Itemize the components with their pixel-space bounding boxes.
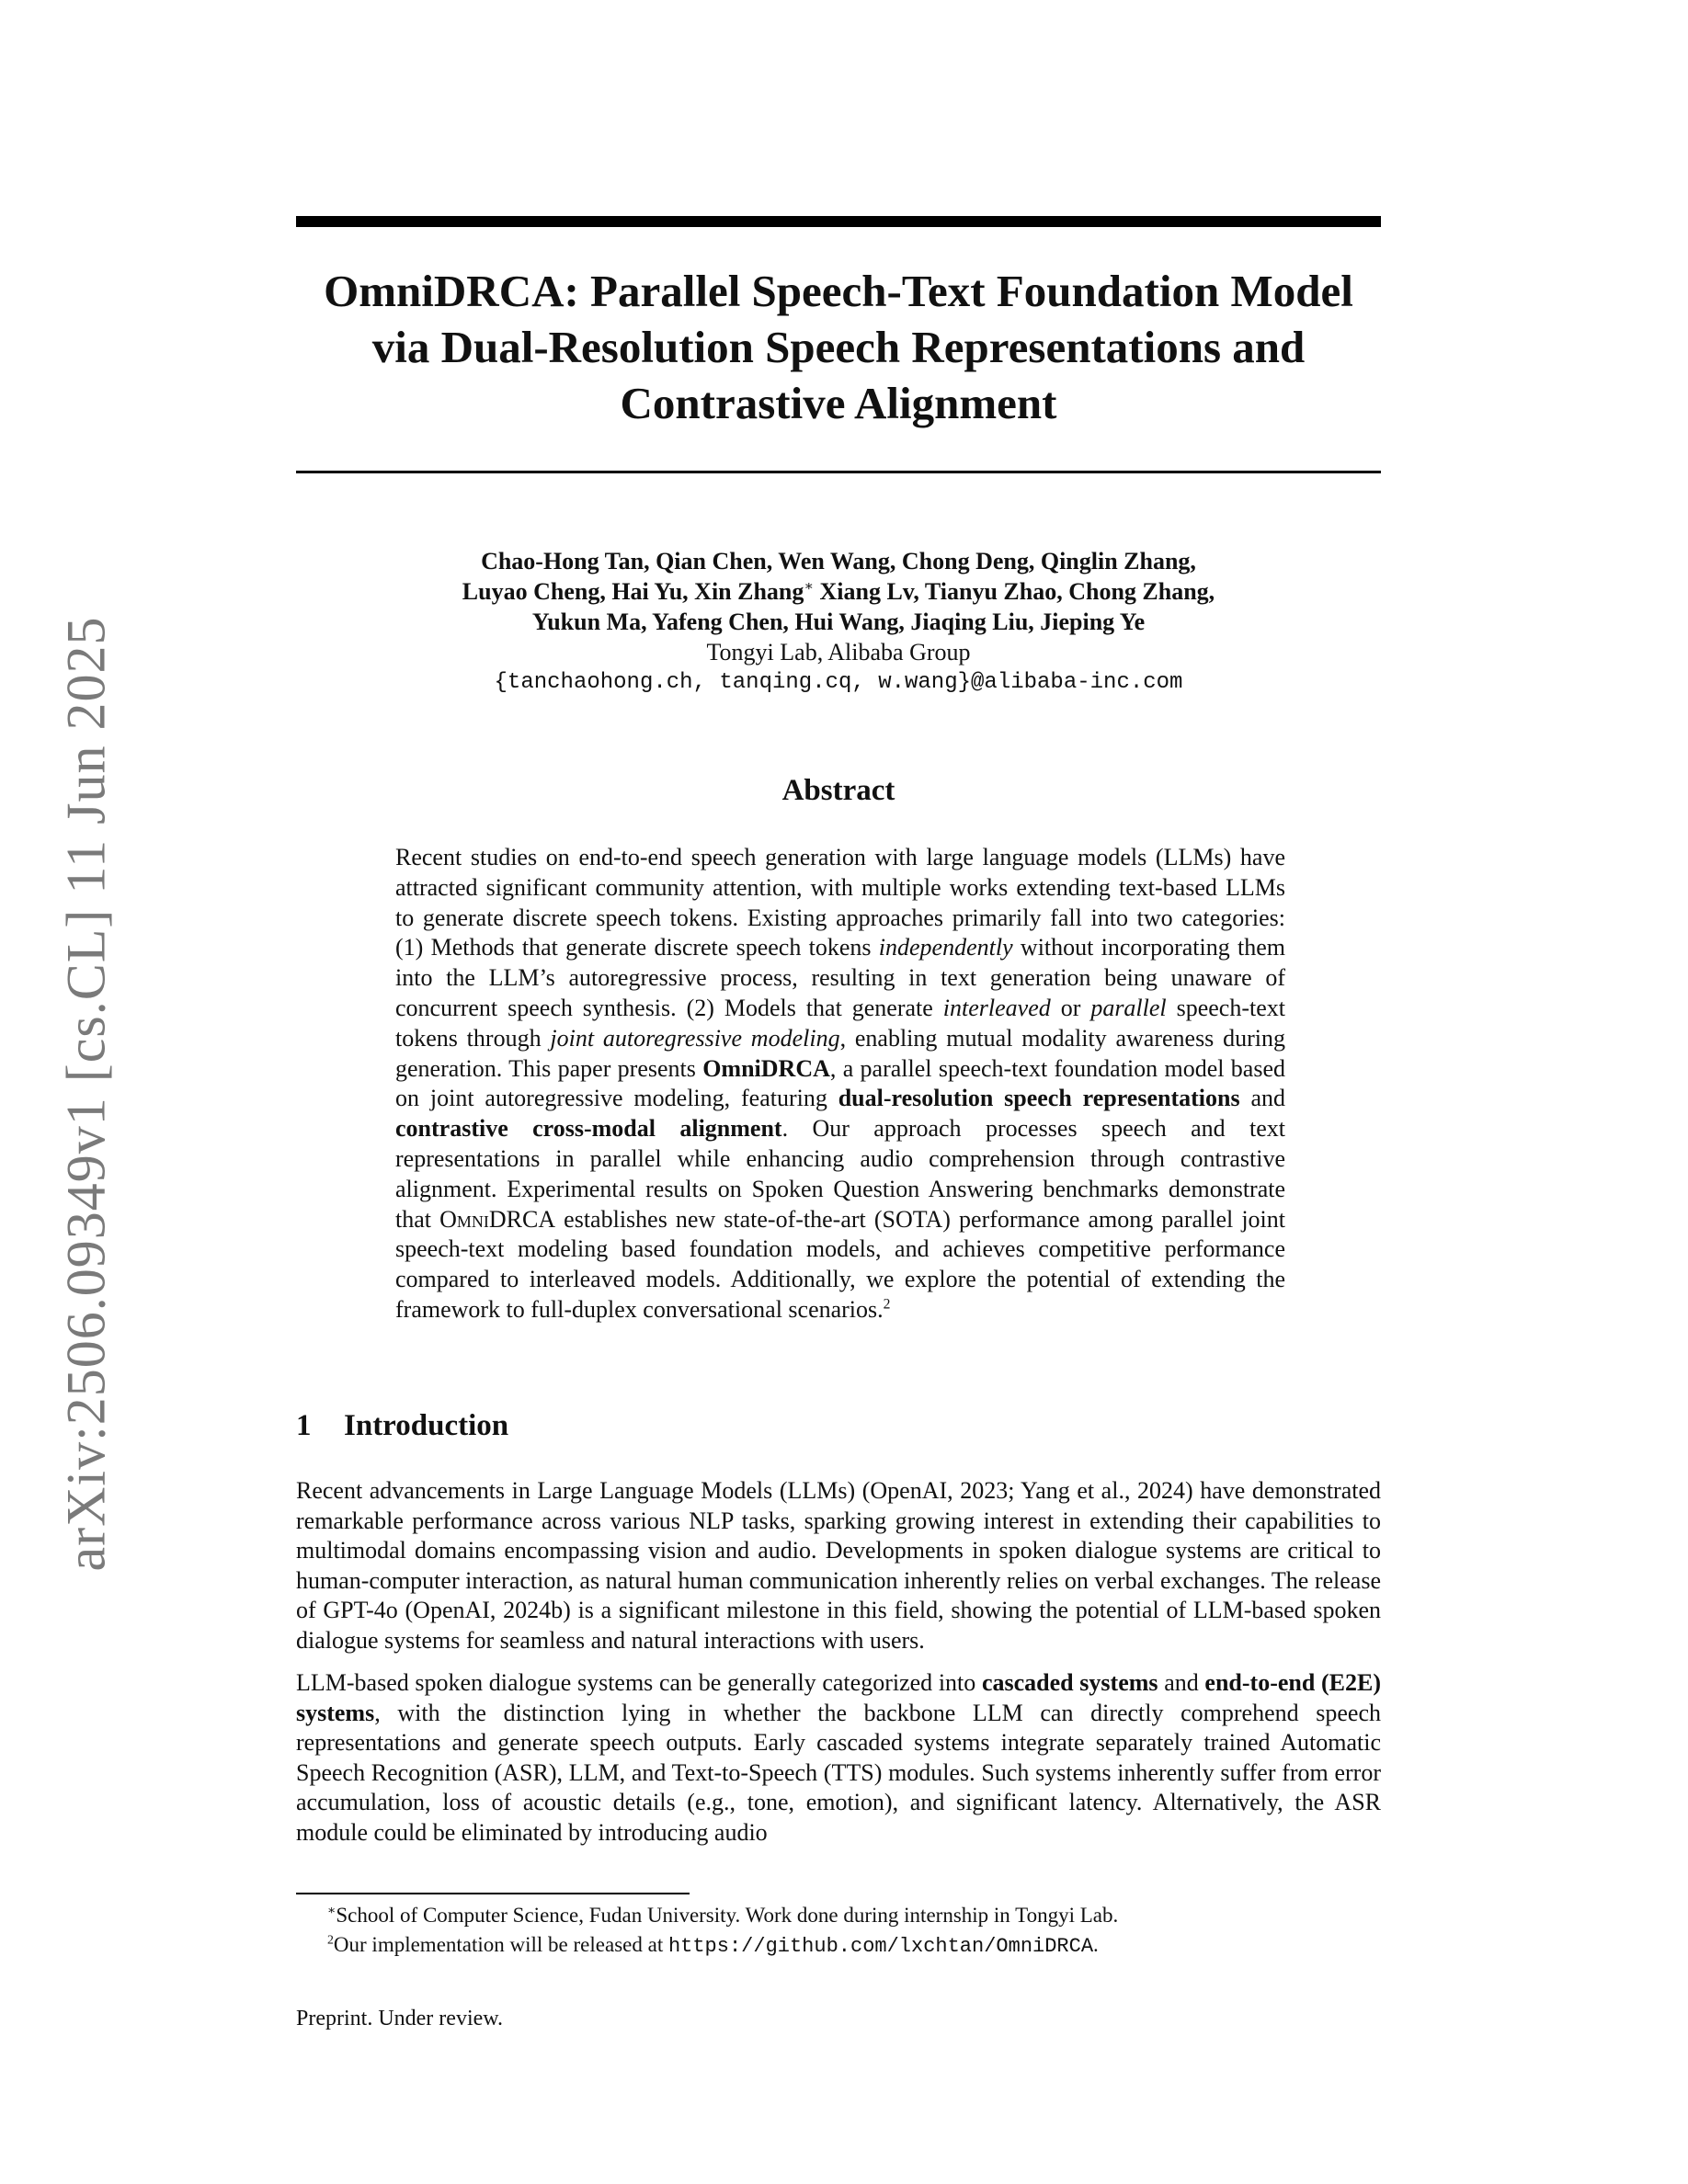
- title-line: Contrastive Alignment: [620, 378, 1057, 428]
- title-line: via Dual-Resolution Speech Representations and: [371, 322, 1306, 372]
- paper-title: [296, 263, 1381, 431]
- paragraph-run: and: [1158, 1669, 1205, 1696]
- introduction-body: [296, 1476, 1381, 1860]
- abstract-smallcaps: OmniDRCA: [439, 1205, 556, 1233]
- abstract-run: speech-text tokens through: [395, 994, 1285, 1052]
- abstract-footnote-mark: 2: [883, 1296, 891, 1313]
- footnote-text: Our implementation will be released at: [333, 1933, 668, 1956]
- abstract-italic: joint autoregressive modeling: [550, 1024, 840, 1052]
- abstract-italic: interleaved: [942, 994, 1051, 1021]
- abstract-italic: independently: [878, 934, 1013, 961]
- abstract-bold: contrastive cross-modal alignment: [395, 1115, 782, 1143]
- author-names: Luyao Cheng, Hai Yu, Xin Zhang: [462, 578, 804, 605]
- footnote-mark: ∗: [327, 1903, 336, 1917]
- repository-link[interactable]: https://github.com/lxchtan/OmniDRCA: [667, 1935, 1094, 1958]
- abstract-run: Recent studies on end-to-end speech generation with large language models (LLMs) have attracted significant community attention, with multiple works extending text-based LLMs to generate discrete speech tokens. Existing approaches primarily fall into two categories: (1) Methods that generate discrete speech tokens: [395, 844, 1285, 961]
- paragraph: [296, 1668, 1381, 1848]
- author-email: {tanchaohong.ch, tanqing.cq, w.wang}@alibaba-inc.com: [494, 670, 1183, 695]
- paragraph: Recent advancements in Large Language Models (LLMs) (OpenAI, 2023; Yang et al., 2024) have demonstrated remarkable performance across various NLP tasks, sparking growing interest in extending their capabilities to multimodal domains encompassing vision and audio. Developments in spoken dialogue systems are critical to human-computer interaction, as natural human communication inherently relies on verbal exchanges. The release of GPT-4o (OpenAI, 2024b) is a significant milestone in this field, showing the potential of LLM-based spoken dialogue systems for seamless and natural interactions with users.: [296, 1477, 1381, 1654]
- abstract-heading: Abstract: [781, 774, 895, 807]
- author-block: [296, 546, 1381, 698]
- paragraph-bold: cascaded systems: [981, 1669, 1158, 1696]
- abstract-run: and: [1239, 1085, 1285, 1112]
- abstract-run: . Our approach processes speech and text representations in parallel while enhancing audio comprehension through contrastive alignment. Experimental results on Spoken Question Answering benchmarks demonstrate that: [395, 1115, 1285, 1233]
- author-footnote-mark: ∗: [804, 578, 814, 595]
- footnote-text: .: [1093, 1933, 1099, 1956]
- footnote: [296, 1930, 1381, 1962]
- section-title: Introduction: [344, 1409, 509, 1442]
- arxiv-stamp-text: arXiv:2506.09349v1 [cs.CL] 11 Jun 2025: [55, 616, 117, 1572]
- section-heading-introduction: [296, 1409, 508, 1443]
- paragraph-run: , with the distinction lying in whether the backbone LLM can directly comprehend speech representations and generate speech outputs. Early cascaded systems integrate separately trained Automatic Speech Recognition (ASR), LLM, and Text-to-Speech (TTS) modules. Such systems inherently suffer from error accumulation, loss of acoustic details (e.g., tone, emotion), and significant latency. Alternatively, the ASR module could be eliminated by introducing audio: [296, 1699, 1381, 1846]
- section-number: 1: [296, 1409, 312, 1442]
- abstract-italic: parallel: [1090, 994, 1167, 1021]
- footnote-mark: 2: [327, 1932, 334, 1947]
- abstract-bold: dual-resolution speech representations: [838, 1085, 1240, 1112]
- abstract-run: , enabling mutual modality awareness during generation. This paper presents: [395, 1024, 1285, 1082]
- preprint-note: Preprint. Under review.: [296, 2007, 504, 2030]
- abstract-run: , a parallel speech-text foundation model based on joint autoregressive modeling, featuring: [395, 1054, 1285, 1112]
- paragraph-bold: end-to-end (E2E) systems: [296, 1669, 1381, 1726]
- abstract-text: [395, 843, 1285, 1325]
- title-line: OmniDRCA: Parallel Speech-Text Foundation Model: [324, 266, 1353, 316]
- footnote: [296, 1901, 1381, 1930]
- abstract-run: establishes new state-of-the-art (SOTA) performance among parallel joint speech-text modeling based foundation models, and achieves competitive performance compared to interleaved models. Additionally, we explore the potential of extending the framework to full-duplex conversational scenarios.: [395, 1205, 1286, 1323]
- paragraph-run: LLM-based spoken dialogue systems can be generally categorized into: [296, 1669, 982, 1696]
- title-rule-top: [296, 216, 1381, 227]
- author-line: Yukun Ma, Yafeng Chen, Hui Wang, Jiaqing Liu, Jieping Ye: [531, 609, 1146, 635]
- abstract-bold: OmniDRCA: [702, 1054, 830, 1082]
- footnote-rule: [296, 1893, 690, 1894]
- affiliation: Tongyi Lab, Alibaba Group: [706, 639, 971, 665]
- author-names: Xiang Lv, Tianyu Zhao, Chong Zhang,: [814, 578, 1215, 605]
- abstract-run: without incorporating them into the LLM’s autoregressive process, resulting in text generation being unaware of concurrent speech synthesis. (2) Models that generate: [395, 934, 1285, 1021]
- author-line: Chao-Hong Tan, Qian Chen, Wen Wang, Chong Deng, Qinglin Zhang,: [481, 548, 1196, 574]
- footnotes: [296, 1901, 1381, 1962]
- abstract-run: or: [1050, 994, 1091, 1021]
- title-rule-bottom: [296, 471, 1381, 473]
- author-line: [296, 576, 1381, 607]
- footnote-text: School of Computer Science, Fudan University. Work done during internship in Tongyi Lab.: [336, 1904, 1119, 1927]
